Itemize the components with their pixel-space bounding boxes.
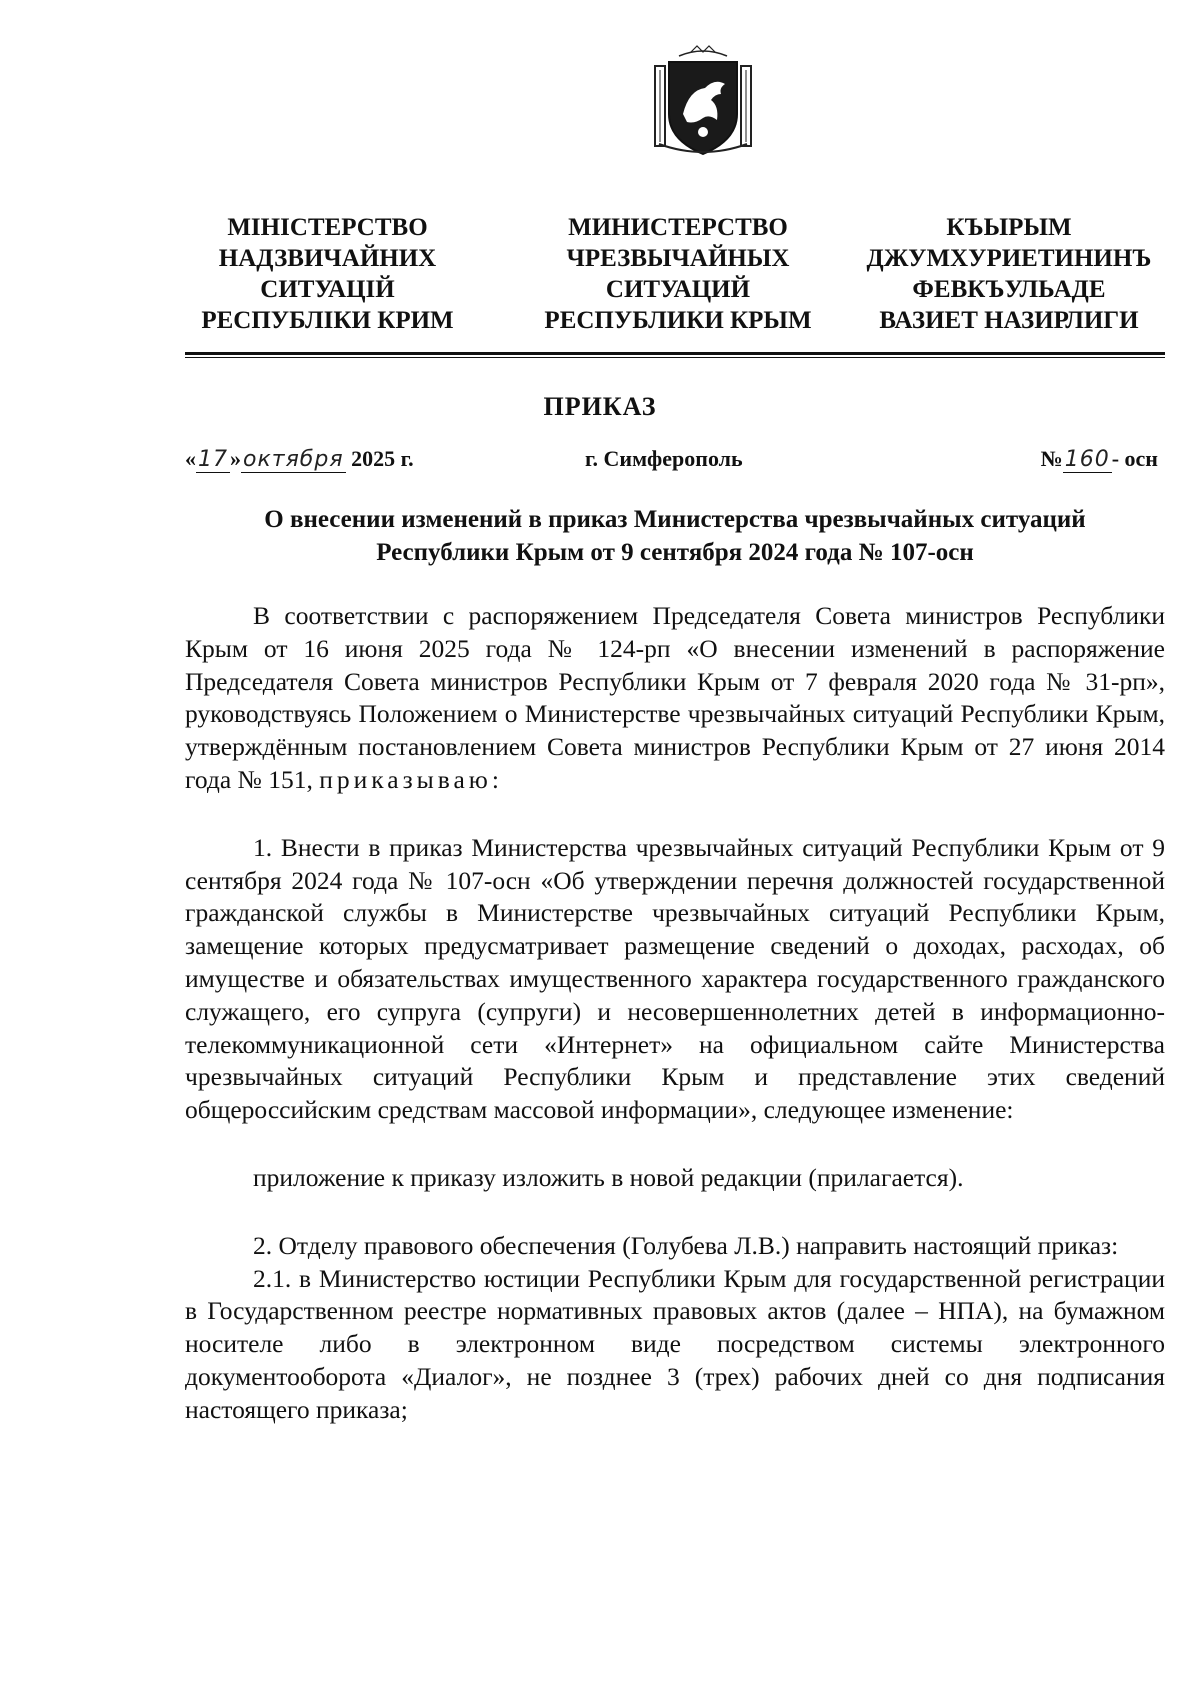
ministry-ua-line: РЕСПУБЛІКИ КРИМ [201, 307, 454, 334]
title-line: Республики Крым от 9 сентября 2024 года № 107-осн [376, 539, 974, 566]
intro-paragraph [185, 600, 1165, 797]
paragraph-2: 2. Отделу правового обеспечения (Голубева Л.В.) направить настоящий приказ: [253, 1230, 1119, 1260]
document-type: ПРИКАЗ [543, 392, 657, 421]
order-word: приказываю: [319, 764, 503, 794]
ministry-name-ukrainian [185, 212, 470, 336]
ministry-crh-line: ФЕВКЪУЛЬАДЕ [912, 276, 1106, 303]
paragraph-1: 1. Внести в приказ Министерства чрезвычайных ситуаций Республики Крым от 9 сентября 2024 года № 107-осн «Об утверждении перечня должностей государственной гражданской службы в Министерстве чрезвычайных ситуаций Республики Крым, замещение которых предусматривает размещение сведений о доходах, расходах, об имуществе и обязательствах имущественного характера государственного гражданского служащего, его супруга (супруги) и несовершеннолетних детей в информационно-телекоммуникационной сети «Интернет» на официальном сайте Министерства чрезвычайных ситуаций Республики Крым и представление этих сведений общероссийским средствам массовой информации», следующее изменение: [185, 832, 1165, 1125]
order-number [1041, 446, 1158, 472]
ministry-ru-line: ЧРЕЗВЫЧАЙНЫХ [566, 245, 790, 272]
number-suffix: - осн [1111, 446, 1158, 471]
order-date [185, 446, 414, 472]
header-divider [185, 352, 1165, 355]
intro-text: В соответствии с распоряжением Председателя Совета министров Республики Крым от 16 июня 2025 года № 124-рп «О внесении изменений в распоряжение Председателя Совета министров Республики Крым от 7 февраля 2020 года № 31-рп», руководствуясь Положением о Министерстве чрезвычайных ситуаций Республики Крым, утверждённым постановлением Совета министров Республики Крым от 27 июня 2014 года № 151, [185, 601, 1165, 794]
ministry-ua-line: МІНІСТЕРСТВО [227, 214, 428, 241]
ministry-ua-line: СИТУАЦІЙ [260, 276, 395, 303]
ministry-crh-line: КЪЫРЫМ [946, 214, 1072, 241]
document-body [185, 600, 1165, 1427]
quote-close: » [230, 446, 241, 471]
ministry-ru-line: СИТУАЦИЙ [605, 276, 751, 303]
header-divider-thin [185, 357, 1165, 358]
order-number-handwritten: 160 [1064, 447, 1110, 472]
ministry-crh-line: ДЖУМХУРИЕТИНИНЪ [866, 245, 1152, 272]
ministry-crh-line: ВАЗИЕТ НАЗИРЛИГИ [879, 307, 1139, 334]
ministry-ru-line: МИНИСТЕРСТВО [568, 214, 788, 241]
crimea-coat-of-arms-icon [649, 44, 757, 158]
order-year: 2025 г. [351, 446, 414, 471]
title-line: О внесении изменений в приказ Министерства чрезвычайных ситуаций [264, 506, 1086, 533]
order-city: г. Симферополь [585, 446, 743, 471]
order-day-handwritten: 17 [198, 447, 228, 472]
ministry-ua-line: НАДЗВИЧАЙНИХ [218, 245, 437, 272]
paragraph-2-1: 2.1. в Министерство юстиции Республики Крым для государственной регистрации в Государственном реестре нормативных правовых актов (далее – НПА), на бумажном носителе либо в электронном виде посредством системы электронного документооборота «Диалог», не позднее 3 (трех) рабочих дней со дня подписания настоящего приказа; [185, 1263, 1165, 1424]
ministry-name-crimean-tatar [853, 212, 1165, 336]
quote-open: « [185, 446, 196, 471]
ministry-name-russian [528, 212, 828, 336]
ministry-ru-line: РЕСПУБЛИКИ КРЫМ [544, 307, 812, 334]
number-prefix: № [1040, 446, 1063, 471]
document-title [185, 503, 1165, 569]
order-month-handwritten: октября [243, 447, 344, 472]
paragraph-1-change: приложение к приказу изложить в новой редакции (прилагается). [253, 1162, 964, 1192]
